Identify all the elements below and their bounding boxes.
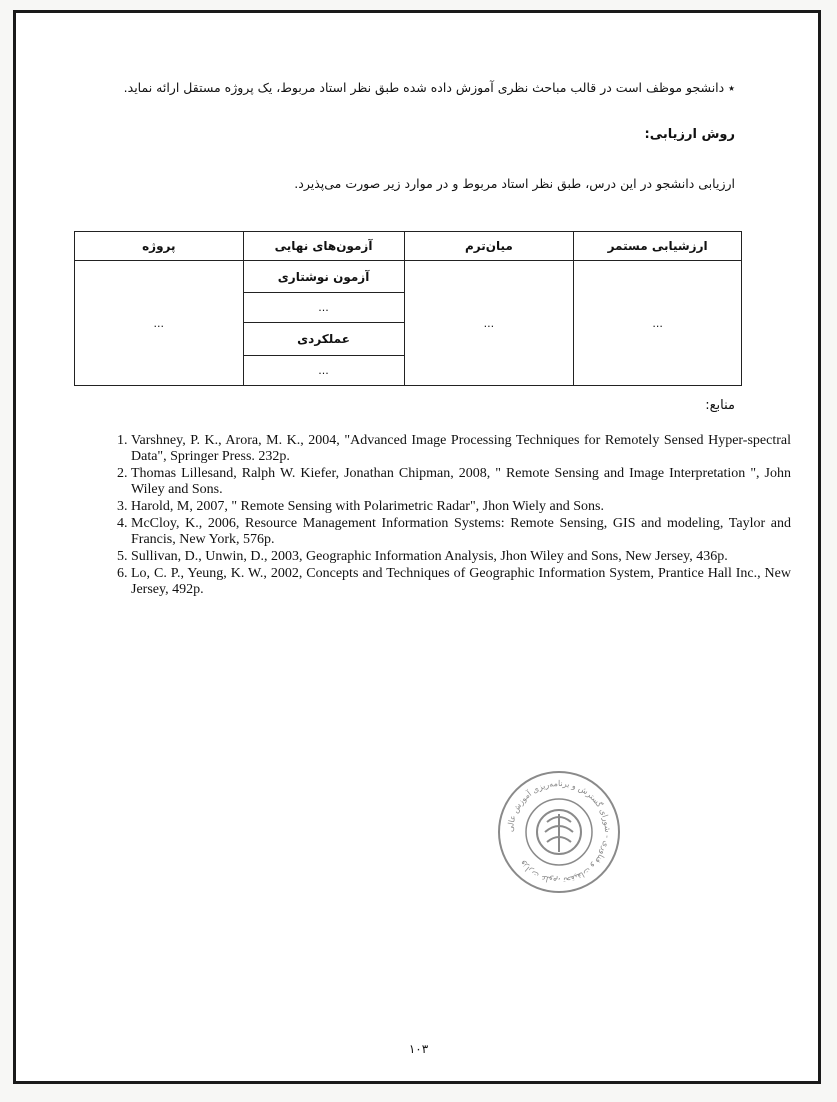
reference-item: 4. McCloy, K., 2006, Resource Management Information Systems: Remote Sensing, GIS and modeling, Taylor and Francis, New York, 576p.: [131, 516, 791, 548]
reference-list: [103, 433, 791, 599]
header-continuous: ارزشیابی مستمر: [574, 232, 742, 261]
cell-midterm: ...: [404, 261, 574, 386]
reference-item: 2. Thomas Lillesand, Ralph W. Kiefer, Jonathan Chipman, 2008, " Remote Sensing and Image Interpretation ", John Wiley and Sons.: [131, 466, 791, 498]
reference-item: 3. Harold, M, 2007, " Remote Sensing with Polarimetric Radar", Jhon Wiely and Sons.: [131, 499, 791, 515]
emblem-icon: [537, 810, 581, 854]
header-final-exams: آزمون‌های نهایی: [243, 232, 404, 261]
header-midterm: میان‌ترم: [404, 232, 574, 261]
header-project: پروژه: [75, 232, 244, 261]
table-row: [75, 261, 742, 293]
cell-continuous: ...: [574, 261, 742, 386]
table-header-row: [75, 232, 742, 261]
page-number: ۱۰۳: [408, 1042, 429, 1056]
evaluation-table: [74, 231, 742, 386]
seal-text-path: وزارت علوم، تحقیقات و فناوری - شورای گسترش و برنامه‌ریزی آموزش عالی: [505, 778, 613, 886]
cell-project: ...: [75, 261, 244, 386]
cell-final-practical: عملکردی: [243, 323, 404, 355]
cell-final-written: آزمون نوشتاری: [243, 261, 404, 293]
reference-item: 5. Sullivan, D., Unwin, D., 2003, Geographic Information Analysis, Jhon Wiley and Sons, New Jersey, 436p.: [131, 549, 791, 565]
project-note: ٭ دانشجو موظف است در قالب مباحث نظری آموزش داده شده طبق نظر استاد مربوط، یک پروژه مستقل ارائه نماید.: [123, 80, 735, 95]
evaluation-intro: ارزیابی دانشجو در این درس، طبق نظر استاد مربوط و در موارد زیر صورت می‌پذیرد.: [294, 176, 735, 191]
reference-item: 1. Varshney, P. K., Arora, M. K., 2004, "Advanced Image Processing Techniques for Remotely Sensed Hyper-spectral Data", Springer Press. 232p.: [131, 433, 791, 465]
reference-item: 6. Lo, C. P., Yeung, K. W., 2002, Concepts and Techniques of Geographic Information System, Prantice Hall Inc., New Jersey, 492p.: [131, 566, 791, 598]
cell-final-written-value: ...: [243, 293, 404, 323]
official-seal-stamp: [495, 768, 623, 896]
cell-final-practical-value: ...: [243, 355, 404, 385]
evaluation-heading: روش ارزیابی:: [644, 127, 735, 142]
sources-heading: منابع:: [705, 398, 735, 413]
